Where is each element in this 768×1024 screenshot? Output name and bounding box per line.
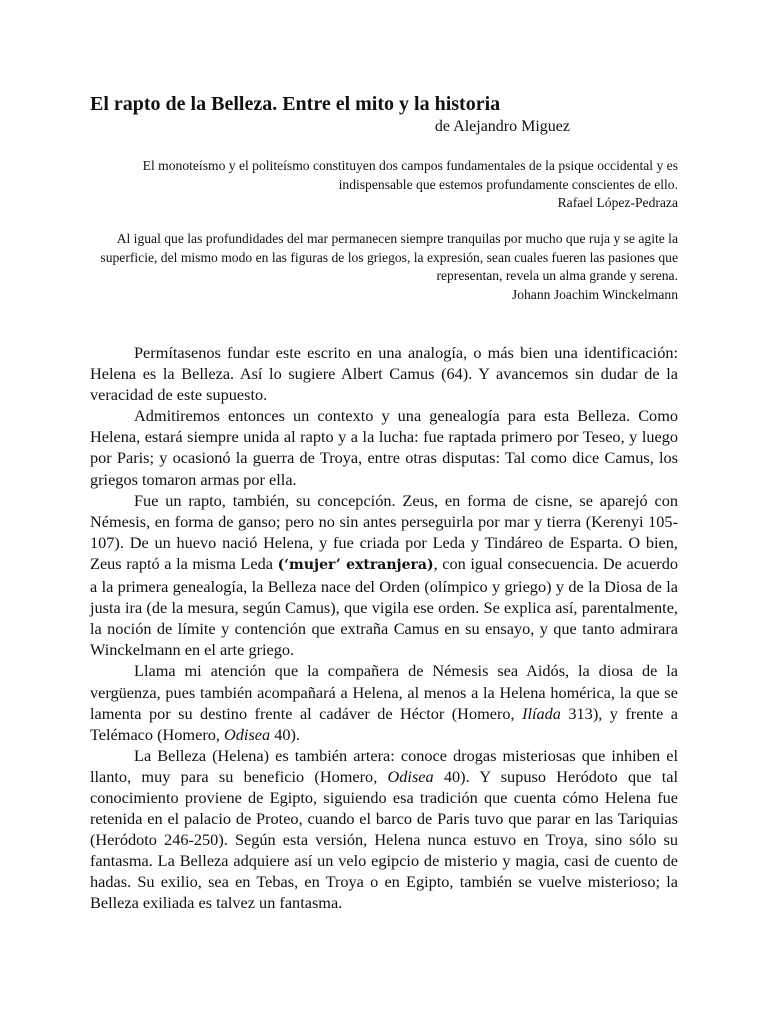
paragraph-4-part-e: 40). (270, 724, 300, 744)
document-title: El rapto de la Belleza. Entre el mito y la historia (90, 93, 501, 115)
paragraph-5-part-c: 40). Y supuso Heródoto que tal conocimiento proviene de Egipto, siguiendo esa tradición que cuenta cómo Helena fue retenida en el palacio de Proteo, cuando el barco de Paris tuvo que parar en las Tariquias (Heródoto 246-250). Según esta versión, Helena nunca estuvo en Troya, sino sólo su fantasma. La Belleza adquiere así un velo egipcio de misterio y magia, casi de cuento de hadas. Su exilio, sea en Tebas, en Troya o en Egipto, también se vuelve misterioso; la Belleza exiliada es talvez un fantasma. (90, 766, 678, 913)
paragraph-4-italic-odisea: Odisea (224, 724, 271, 744)
body-text (90, 342, 678, 914)
epigraph-source: Johann Joachim Winckelmann (511, 286, 678, 302)
paragraph-5 (90, 745, 678, 914)
paragraph-4 (90, 660, 678, 744)
paragraph-3-bold: (‘mujer’ extranjera) (277, 556, 434, 573)
author-name: de Alejandro Miguez (434, 118, 570, 135)
paragraph-5-italic-odisea: Odisea (387, 766, 434, 786)
paragraph-4-part-a: Llama mi atención que la compañera de Némesis sea Aidós, la diosa de la vergüenza, pues también acompañará a Helena, al menos a la Helena homérica, la que se lamenta por su destino frente al cadáver de Héctor (Homero, (90, 661, 678, 723)
paragraph-3-part-a: Fue un rapto, también, su concepción. Zeus, en forma de cisne, se aparejó con Némesis, en forma de ganso; pero no sin antes perseguirla por mar y tierra (Kerenyi 105-107). De un huevo nació Helena, y fue criada por Leda y Tindáreo de Esparta. O bien, Zeus raptó a la misma Leda (90, 490, 678, 573)
epigraph-1 (90, 157, 678, 213)
author-line (90, 117, 673, 137)
paragraph-3-part-c: , con igual consecuencia. De acuerdo a la primera genealogía, la Belleza nace del Orden (olímpico y griego) y de la Diosa de la justa ira (de la mesura, según Camus), que vigila ese orden. Se explica así, parentalmente, la noción de límite y contención que extraña Camus en su ensayo, y que tanto admirara Winckelmann en el arte griego. (90, 553, 679, 660)
epigraph-text: El monoteísmo y el politeísmo constituyen dos campos fundamentales de la psique occidental y es indispensable que estemos profundamente conscientes de ello. (142, 158, 678, 192)
paragraph-4-part-c: 313), y frente a Telémaco (Homero, (90, 703, 678, 744)
paragraph-4-italic-iliada: Ilíada (522, 703, 561, 723)
epigraph-text: Al igual que las profundidades del mar permanecen siempre tranquilas por mucho que ruja y se agite la superficie, del mismo modo en las figuras de los griegos, la expresión, sean cuales fueren las pasiones que representan, revela un alma grande y serena. (100, 231, 678, 284)
paragraph-3 (90, 490, 678, 661)
paragraph-5-part-a: La Belleza (Helena) es también artera: conoce drogas misteriosas que inhiben el llanto, muy para su beneficio (Homero, (90, 745, 678, 786)
epigraph-source: Rafael López-Pedraza (557, 195, 678, 211)
paragraph-2: Admitiremos entonces un contexto y una genealogía para esta Belleza. Como Helena, estará siempre unida al rapto y a la lucha: fue raptada primero por Teseo, y luego por Paris; y ocasionó la guerra de Troya, entre otras disputas: Tal como dice Camus, los griegos tomaron armas por ella. (90, 406, 678, 489)
epigraph-2 (90, 230, 678, 304)
paragraph-1: Permítasenos fundar este escrito en una analogía, o más bien una identificación: Helena es la Belleza. Así lo sugiere Albert Camus (64). Y avancemos sin dudar de la veracidad de este supuesto. (90, 343, 678, 405)
